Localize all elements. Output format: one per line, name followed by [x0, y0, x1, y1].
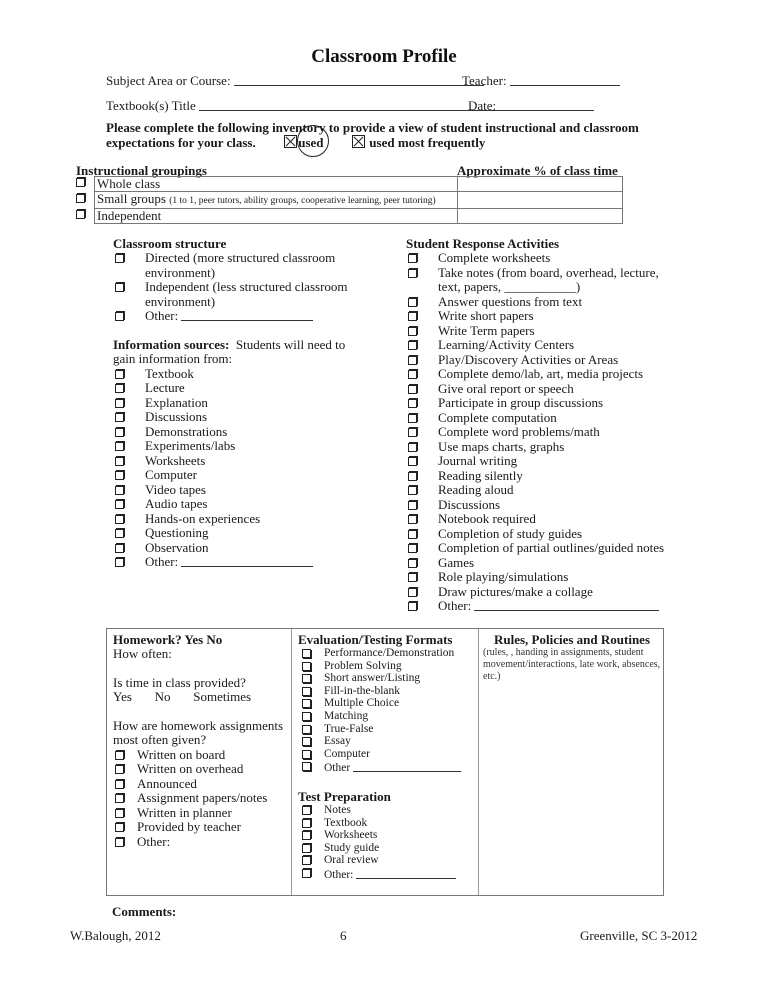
teacher-label: Teacher: [462, 73, 507, 88]
evaluation-heading: Evaluation/Testing Formats [298, 632, 453, 647]
item-label: Study guide [324, 841, 380, 854]
item-label: Notebook required [438, 511, 536, 526]
list-item[interactable] [113, 251, 348, 280]
evaluation-cell [292, 629, 479, 895]
item-label: Experiments/labs [145, 438, 236, 453]
item-label: Other: [438, 598, 472, 613]
list-item[interactable] [298, 647, 478, 660]
list-item[interactable] [298, 854, 478, 867]
list-item[interactable] [113, 454, 348, 469]
list-item[interactable] [406, 367, 676, 382]
item-label: Worksheets [145, 452, 206, 468]
item-label: Textbook [324, 816, 368, 829]
list-item[interactable] [298, 829, 478, 842]
checkbox-icon[interactable] [76, 178, 85, 187]
checkbox-icon[interactable] [115, 254, 124, 263]
list-item[interactable] [113, 367, 348, 382]
checkbox-icon[interactable] [302, 831, 311, 840]
checkbox-icon[interactable] [408, 457, 417, 466]
checkbox-icon[interactable] [302, 844, 311, 853]
list-item[interactable] [406, 512, 676, 527]
checkbox-icon[interactable] [115, 471, 124, 480]
checkbox-icon[interactable] [115, 457, 124, 466]
item-label: Give oral report or speech [438, 380, 574, 396]
checkbox-icon[interactable] [408, 341, 417, 350]
list-item[interactable] [406, 527, 676, 542]
checkbox-icon[interactable] [408, 414, 417, 423]
list-item[interactable] [113, 762, 291, 777]
item-label: Completion of partial outlines/guided notes [438, 540, 665, 555]
homework-evaluation-rules-table [106, 628, 664, 896]
list-item[interactable] [113, 396, 348, 411]
list-item[interactable] [113, 309, 348, 324]
instructional-groupings-table [76, 176, 623, 224]
checkbox-icon[interactable] [302, 819, 311, 828]
item-label: Computer [324, 747, 370, 760]
item-label: Written on overhead [137, 761, 244, 776]
list-item[interactable] [113, 381, 348, 396]
checkbox-icon[interactable] [408, 327, 417, 336]
item-label: Provided by teacher [137, 819, 241, 834]
checkbox-icon[interactable] [115, 413, 124, 422]
subject-input[interactable] [234, 74, 484, 86]
item-label: Worksheets [324, 829, 378, 842]
student-response-list [406, 251, 676, 614]
checkbox-icon[interactable] [115, 794, 124, 803]
checkbox-icon[interactable] [408, 515, 417, 524]
list-item[interactable] [406, 353, 676, 368]
circle-mark-icon [297, 125, 329, 157]
item-label: Hands-on experiences [145, 510, 261, 526]
student-response-heading: Student Response Activities [406, 236, 560, 251]
item-label: Discussions [145, 409, 208, 424]
percent-time-heading: Approximate % of class time [457, 163, 618, 178]
checkbox-icon[interactable] [408, 530, 417, 539]
list-item[interactable] [406, 382, 676, 397]
list-item[interactable] [113, 777, 291, 792]
item-label: Short answer/Listing [324, 672, 421, 685]
checkbox-icon[interactable] [115, 544, 124, 553]
rules-heading: Rules, Policies and Routines [493, 632, 650, 647]
checkbox-icon[interactable] [115, 780, 124, 789]
item-label: Reading silently [438, 467, 523, 483]
checkbox-icon[interactable] [408, 501, 417, 510]
checkbox-icon[interactable] [302, 737, 311, 746]
item-label: Games [438, 554, 475, 570]
subject-label: Subject Area or Course: [106, 73, 231, 88]
list-item[interactable] [406, 425, 676, 440]
other-input[interactable] [181, 309, 313, 321]
item-label: Lecture [145, 380, 185, 395]
item-label: Multiple Choice [324, 697, 400, 710]
checkbox-icon[interactable] [408, 588, 417, 597]
item-label: True-False [324, 722, 374, 735]
checkbox-icon[interactable] [408, 269, 417, 278]
checkbox-icon[interactable] [408, 385, 417, 394]
item-label: Assignment papers/notes [137, 790, 268, 805]
item-label: Learning/Activity Centers [438, 337, 575, 352]
other-input[interactable] [474, 599, 659, 611]
checkbox-icon[interactable] [302, 674, 311, 683]
list-item[interactable] [406, 556, 676, 571]
checkbox-icon[interactable] [302, 869, 311, 878]
list-item[interactable] [113, 497, 348, 512]
list-item[interactable] [298, 748, 478, 761]
item-label: Questioning [145, 525, 209, 540]
checkbox-icon[interactable] [408, 356, 417, 365]
list-item[interactable] [406, 498, 676, 513]
time-provided-options[interactable]: Yes No Sometimes [113, 689, 252, 704]
checkbox-icon[interactable] [115, 399, 124, 408]
rules-cell [479, 629, 665, 895]
list-item[interactable] [406, 251, 676, 266]
checkbox-icon[interactable] [115, 765, 124, 774]
checkbox-icon[interactable] [115, 809, 124, 818]
item-label: Performance/Demonstration [324, 647, 455, 659]
checkbox-icon[interactable] [115, 558, 124, 567]
checkbox-icon[interactable] [76, 194, 85, 203]
item-label: Notes [324, 803, 351, 816]
checkbox-icon[interactable] [302, 662, 311, 671]
comments-label: Comments: [112, 904, 177, 919]
checkbox-icon[interactable] [408, 254, 417, 263]
item-label: Problem Solving [324, 659, 402, 672]
item-label: Directed (more structured classroom environment) [145, 250, 336, 280]
list-item[interactable] [406, 454, 676, 469]
item-label: Complete computation [438, 409, 557, 425]
right-column [406, 236, 676, 614]
item-label: Other: [145, 308, 179, 323]
list-item[interactable] [113, 439, 348, 454]
checkbox-icon[interactable] [408, 443, 417, 452]
grouping-row-whole-class [76, 177, 623, 192]
list-item[interactable] [113, 555, 348, 570]
checked-box-icon [284, 135, 297, 148]
item-label: Other: [137, 833, 171, 849]
circled-checked-box-icon [352, 135, 365, 148]
homework-method-list [113, 748, 291, 850]
grouping-label: Whole class [97, 176, 161, 191]
item-label: Participate in group discussions [438, 395, 604, 410]
checkbox-icon[interactable] [408, 399, 417, 408]
textbook-label: Textbook(s) Title [106, 98, 196, 113]
evaluation-list [298, 647, 478, 775]
list-item[interactable] [298, 723, 478, 736]
item-label: Use maps charts, graphs [438, 438, 565, 454]
checkbox-icon[interactable] [115, 515, 124, 524]
list-item[interactable] [406, 599, 676, 614]
checkbox-icon[interactable] [115, 312, 124, 321]
list-item[interactable] [406, 440, 676, 455]
instructions-line1: Please complete the following inventory to provide a view of student instructional and classroom [106, 120, 639, 135]
item-label: Write Term papers [438, 322, 535, 338]
item-label: Independent (less structured classroom environment) [145, 279, 348, 309]
list-item[interactable] [113, 526, 348, 541]
list-item[interactable] [406, 338, 676, 353]
percent-input[interactable] [458, 177, 623, 192]
checkbox-icon[interactable] [302, 712, 311, 721]
teacher-field [462, 73, 620, 89]
list-item[interactable] [406, 295, 676, 310]
list-item[interactable] [113, 748, 291, 763]
information-sources-heading: Information sources: [113, 336, 230, 352]
page-title: Classroom Profile [311, 46, 457, 67]
list-item[interactable] [113, 541, 348, 556]
how-often-label: How often: [113, 646, 172, 661]
checkbox-icon[interactable] [115, 751, 124, 760]
item-label: Play/Discovery Activities or Areas [438, 351, 619, 367]
item-label: Written on board [137, 746, 226, 762]
checkbox-icon[interactable] [302, 750, 311, 759]
checkbox-icon[interactable] [408, 312, 417, 321]
date-input[interactable] [499, 99, 594, 111]
teacher-input[interactable] [510, 74, 620, 86]
checkbox-icon[interactable] [408, 559, 417, 568]
checkbox-icon[interactable] [408, 602, 417, 611]
classroom-structure-heading: Classroom structure [113, 236, 227, 251]
list-item[interactable] [406, 483, 676, 498]
item-label: Other [324, 762, 351, 775]
other-input[interactable] [356, 867, 456, 879]
item-label: Complete worksheets [438, 250, 551, 265]
list-item[interactable] [298, 660, 478, 673]
list-item[interactable] [113, 512, 348, 527]
other-input[interactable] [181, 555, 313, 567]
checkbox-icon[interactable] [408, 428, 417, 437]
checkbox-icon[interactable] [302, 762, 311, 771]
footer-author: W.Balough, 2012 [70, 928, 161, 943]
checkbox-icon[interactable] [302, 806, 311, 815]
item-label: Essay [324, 735, 351, 748]
item-label: Observation [145, 539, 209, 555]
list-item[interactable] [406, 396, 676, 411]
list-item[interactable] [406, 266, 676, 295]
checkbox-icon[interactable] [408, 472, 417, 481]
checkbox-icon[interactable] [302, 856, 311, 865]
list-item[interactable] [113, 468, 348, 483]
checkbox-icon[interactable] [115, 442, 124, 451]
other-input[interactable] [353, 760, 461, 772]
percent-input[interactable] [458, 192, 623, 209]
time-provided-question: Is time in class provided? [113, 674, 246, 690]
checkbox-icon[interactable] [408, 486, 417, 495]
list-item[interactable] [298, 685, 478, 698]
checkbox-icon[interactable] [115, 370, 124, 379]
list-item[interactable] [406, 570, 676, 585]
item-label: Draw pictures/make a collage [438, 583, 593, 599]
footer-page-number: 6 [340, 928, 347, 943]
list-item[interactable] [406, 309, 676, 324]
item-label: Other: [145, 554, 179, 569]
list-item[interactable] [113, 280, 348, 309]
item-label: Role playing/simulations [438, 569, 569, 584]
information-sources-intro [113, 338, 348, 367]
information-sources-list [113, 367, 348, 570]
checkbox-icon[interactable] [302, 687, 311, 696]
instructions-line2 [106, 135, 485, 151]
homework-cell [107, 629, 292, 895]
item-label: Complete demo/lab, art, media projects [438, 366, 644, 381]
checkbox-icon[interactable] [302, 649, 311, 658]
list-item[interactable] [298, 735, 478, 748]
checkbox-icon[interactable] [115, 384, 124, 393]
list-item[interactable] [298, 672, 478, 685]
list-item[interactable] [298, 842, 478, 855]
checkbox-icon[interactable] [302, 725, 311, 734]
checkbox-icon[interactable] [76, 210, 85, 219]
assignment-question: How are homework assignments most often given? [113, 717, 284, 747]
item-label: Textbook [145, 365, 194, 381]
homework-heading: Homework? Yes No [113, 632, 223, 647]
item-label: Journal writing [438, 453, 518, 468]
item-label: Take notes (from board, overhead, lecture, text, papers, ___________) [438, 264, 659, 294]
instructional-groupings-heading: Instructional groupings [76, 163, 207, 178]
item-label: Fill-in-the-blank [324, 684, 401, 697]
list-item[interactable] [113, 425, 348, 440]
item-label: Written in planner [137, 804, 232, 820]
list-item[interactable] [113, 483, 348, 498]
item-label: Reading aloud [438, 482, 514, 497]
checkbox-icon[interactable] [408, 573, 417, 582]
checkbox-icon[interactable] [115, 838, 124, 847]
rules-note: (rules, , handing in assignments, student movement/interactions, late work, absences, etc.) [483, 647, 661, 682]
list-item[interactable] [113, 835, 291, 850]
checkbox-icon[interactable] [115, 486, 124, 495]
item-label: Matching [324, 709, 369, 722]
list-item[interactable] [113, 820, 291, 835]
legend-most-frequent: used most frequently [369, 135, 486, 150]
item-label: Oral review [324, 854, 379, 867]
list-item[interactable] [406, 469, 676, 484]
list-item[interactable] [406, 411, 676, 426]
grouping-row-small-groups [76, 192, 623, 209]
checkbox-icon[interactable] [115, 823, 124, 832]
checkbox-icon[interactable] [115, 500, 124, 509]
list-item[interactable] [406, 585, 676, 600]
subject-field [106, 73, 484, 89]
item-label: Announced [137, 775, 197, 791]
checkbox-icon[interactable] [408, 544, 417, 553]
legend-used: used [298, 135, 324, 150]
item-label: Write short papers [438, 308, 534, 323]
classroom-structure-list [113, 251, 348, 324]
list-item[interactable] [298, 817, 478, 830]
item-label: Complete word problems/math [438, 424, 600, 439]
percent-input[interactable] [458, 209, 623, 224]
checkbox-icon[interactable] [302, 699, 311, 708]
list-item[interactable] [298, 804, 478, 817]
item-label: Video tapes [145, 481, 206, 497]
list-item[interactable] [406, 324, 676, 339]
item-label: Audio tapes [145, 496, 208, 511]
item-label: Explanation [145, 394, 208, 410]
item-label: Answer questions from text [438, 293, 583, 309]
date-field [468, 98, 594, 114]
list-item[interactable] [406, 541, 676, 556]
checkbox-icon[interactable] [408, 370, 417, 379]
checkbox-icon[interactable] [115, 529, 124, 538]
grouping-label: Independent [97, 208, 162, 223]
information-sources-text: Students will need to gain information from: [113, 336, 346, 366]
grouping-note: (1 to 1, peer tutors, ability groups, cooperative learning, peer tutoring) [169, 196, 436, 206]
checkbox-icon[interactable] [115, 428, 124, 437]
item-label: Other: [324, 868, 354, 881]
item-label: Computer [145, 467, 197, 482]
date-label: Date: [468, 98, 497, 113]
grouping-row-independent [76, 209, 623, 224]
list-item[interactable] [113, 806, 291, 821]
checkbox-icon[interactable] [408, 298, 417, 307]
checkbox-icon[interactable] [115, 283, 124, 292]
test-prep-list [298, 804, 478, 882]
list-item[interactable] [298, 710, 478, 723]
grouping-label: Small groups [97, 191, 166, 206]
list-item[interactable] [298, 697, 478, 710]
list-item[interactable] [298, 760, 478, 775]
list-item[interactable] [113, 791, 291, 806]
item-label: Demonstrations [145, 423, 228, 439]
list-item[interactable] [298, 867, 478, 882]
item-label: Completion of study guides [438, 525, 583, 541]
footer-location-date: Greenville, SC 3-2012 [580, 928, 698, 943]
instructions-text: expectations for your class. [106, 135, 256, 150]
item-label: Discussions [438, 496, 501, 512]
test-prep-heading: Test Preparation [298, 788, 391, 804]
list-item[interactable] [113, 410, 348, 425]
left-column [113, 236, 348, 570]
